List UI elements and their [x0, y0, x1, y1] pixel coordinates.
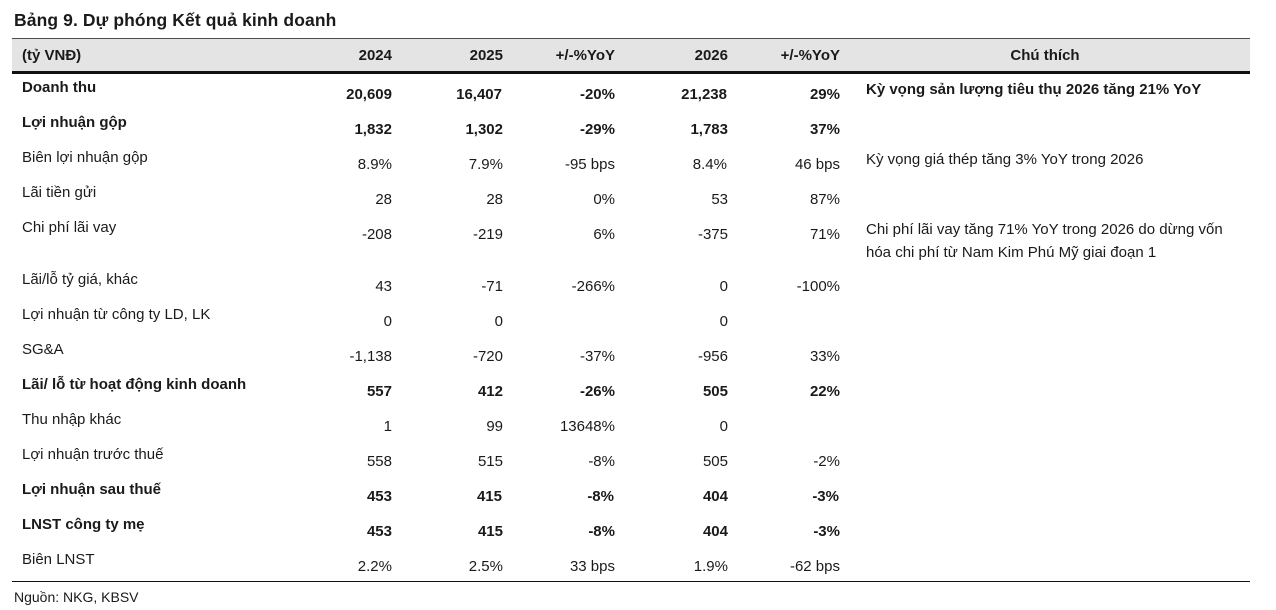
row-note [840, 109, 1250, 144]
row-label: Lãi tiền gửi [22, 184, 97, 201]
row-value: 6% [593, 226, 615, 243]
row-value: -266% [571, 278, 615, 295]
row-label: Chi phí lãi vay [22, 219, 117, 236]
row-label: Lãi/ lỗ từ hoạt động kinh doanh [22, 376, 247, 393]
row-value [392, 476, 503, 511]
row-value: -956 [697, 348, 728, 365]
row-label: LNST công ty mẹ [22, 516, 145, 533]
row-label: Biên lợi nhuận gộp [22, 149, 148, 166]
highlight-mark: 21,238 [676, 86, 732, 104]
row-value: -62 bps [789, 558, 840, 575]
row-value: 415 [477, 523, 503, 540]
row-value: 0 [719, 418, 728, 435]
row-value: 7.9% [468, 156, 503, 173]
row-label: Lợi nhuận từ công ty LD, LK [22, 306, 211, 323]
row-value: 1,832 [354, 121, 392, 138]
row-value: -8% [588, 453, 615, 470]
table-row [12, 336, 1250, 371]
row-value: 22% [809, 383, 840, 400]
table-row [12, 511, 1250, 546]
row-value: 99 [486, 418, 503, 435]
row-note [840, 406, 1250, 441]
row-value: 0 [719, 278, 728, 295]
row-value: 453 [366, 488, 392, 505]
table-body [12, 74, 1250, 582]
row-value: -208 [361, 226, 392, 243]
table-row [12, 301, 1250, 336]
row-value: 28 [486, 191, 503, 208]
row-value: 412 [477, 383, 503, 400]
row-value: -3% [813, 523, 840, 540]
row-value [392, 74, 503, 109]
row-value: 1,783 [690, 121, 728, 138]
forecast-table [12, 38, 1250, 582]
column-header-yoy-2026: +/-%YoY [780, 46, 840, 64]
row-value: 557 [366, 383, 392, 400]
row-label: Doanh thu [22, 79, 97, 96]
row-value: 33% [809, 348, 840, 365]
row-value: 37% [809, 121, 840, 138]
row-value [615, 74, 728, 109]
row-label: SG&A [22, 341, 64, 358]
row-value: 1 [383, 418, 392, 435]
row-note [840, 511, 1250, 546]
row-note [840, 371, 1250, 406]
source-note: Nguồn: NKG, KBSV [14, 589, 139, 605]
row-value: 515 [477, 453, 503, 470]
row-value: -26% [579, 383, 615, 400]
row-value [728, 476, 840, 511]
row-value: 453 [366, 523, 392, 540]
column-header-2025: 2025 [469, 46, 503, 64]
highlight-mark: 8.4% [688, 156, 732, 174]
table-row [12, 371, 1250, 406]
column-header-yoy-2025: +/-%YoY [555, 46, 615, 64]
row-value: 1,302 [465, 121, 503, 138]
row-value: 0 [719, 313, 728, 330]
row-value: 505 [702, 383, 728, 400]
table-row [12, 214, 1250, 266]
row-value: 13648% [559, 418, 615, 435]
row-value [728, 406, 840, 441]
column-header-2024: 2024 [358, 46, 392, 64]
row-value: -375 [697, 226, 728, 243]
row-value: 43 [375, 278, 392, 295]
row-value [615, 144, 728, 179]
row-value: 1.9% [693, 558, 728, 575]
row-label: Lợi nhuận sau thuế [22, 481, 161, 498]
table-row [12, 441, 1250, 476]
row-value: -37% [579, 348, 615, 365]
highlight-mark: Kỳ vọng giá thép tăng 3% YoY trong 2026 [864, 149, 1157, 173]
row-label: Thu nhập khác [22, 411, 122, 428]
row-note [840, 546, 1250, 581]
column-header-2026: 2026 [694, 46, 728, 64]
row-value: 33 bps [569, 558, 615, 575]
row-value: -29% [579, 121, 615, 138]
row-value: 0% [593, 191, 615, 208]
row-value: -71 [481, 278, 503, 295]
table-row [12, 406, 1250, 441]
row-note: Kỳ vọng sản lượng tiêu thụ 2026 tăng 21% YoY [866, 81, 1202, 98]
highlight-mark: 415 [472, 488, 507, 506]
row-value: 404 [702, 523, 728, 540]
row-value: 558 [366, 453, 392, 470]
row-value: 0 [494, 313, 503, 330]
row-value: 87% [809, 191, 840, 208]
row-label: Biên LNST [22, 551, 95, 568]
row-note: Chi phí lãi vay tăng 71% YoY trong 2026 do dừng vốn hóa chi phí từ Nam Kim Phú Mỹ giai đoạn 1 [866, 221, 1223, 261]
row-value: -720 [472, 348, 503, 365]
row-note [840, 144, 1250, 179]
row-value [503, 301, 615, 336]
row-value: 0 [383, 313, 392, 330]
row-value: 505 [702, 453, 728, 470]
row-value: 8.9% [357, 156, 392, 173]
row-label: Lợi nhuận gộp [22, 114, 127, 131]
row-value: -1,138 [349, 348, 392, 365]
table-row [12, 109, 1250, 144]
table-row [12, 179, 1250, 214]
row-label: Lợi nhuận trước thuế [22, 446, 164, 463]
table-title: Bảng 9. Dự phóng Kết quả kinh doanh [14, 10, 337, 30]
highlight-mark: 16,407 [451, 86, 507, 104]
row-note [840, 476, 1250, 511]
row-value: -219 [472, 226, 503, 243]
table-row [12, 144, 1250, 179]
row-note [840, 179, 1250, 214]
table-row [12, 546, 1250, 581]
highlight-mark: -3% [807, 488, 844, 506]
table-row [12, 266, 1250, 301]
row-value: -2% [813, 453, 840, 470]
row-value: 28 [375, 191, 392, 208]
table-row [12, 74, 1250, 109]
row-value: -95 bps [564, 156, 615, 173]
row-note [840, 441, 1250, 476]
row-value: -100% [796, 278, 840, 295]
row-value: 29% [809, 86, 840, 103]
row-value: 2.5% [468, 558, 503, 575]
row-note [840, 301, 1250, 336]
row-value: -8% [588, 523, 615, 540]
table-row [12, 476, 1250, 511]
row-value: 404 [702, 488, 728, 505]
row-value: 71% [809, 226, 840, 243]
row-value: 46 bps [794, 156, 840, 173]
column-header-unit: (tỷ VNĐ) [22, 46, 82, 64]
row-value [503, 476, 615, 511]
column-header-notes: Chú thích [1010, 46, 1080, 64]
row-note [840, 336, 1250, 371]
row-value: 20,609 [346, 86, 392, 103]
row-value: -20% [579, 86, 615, 103]
row-value [728, 301, 840, 336]
highlight-mark: -8% [582, 488, 619, 506]
row-note [840, 266, 1250, 301]
row-label: Lãi/lỗ tỷ giá, khác [22, 271, 138, 288]
row-value: 2.2% [357, 558, 392, 575]
row-value: 53 [711, 191, 728, 208]
table-header-row [12, 38, 1250, 74]
